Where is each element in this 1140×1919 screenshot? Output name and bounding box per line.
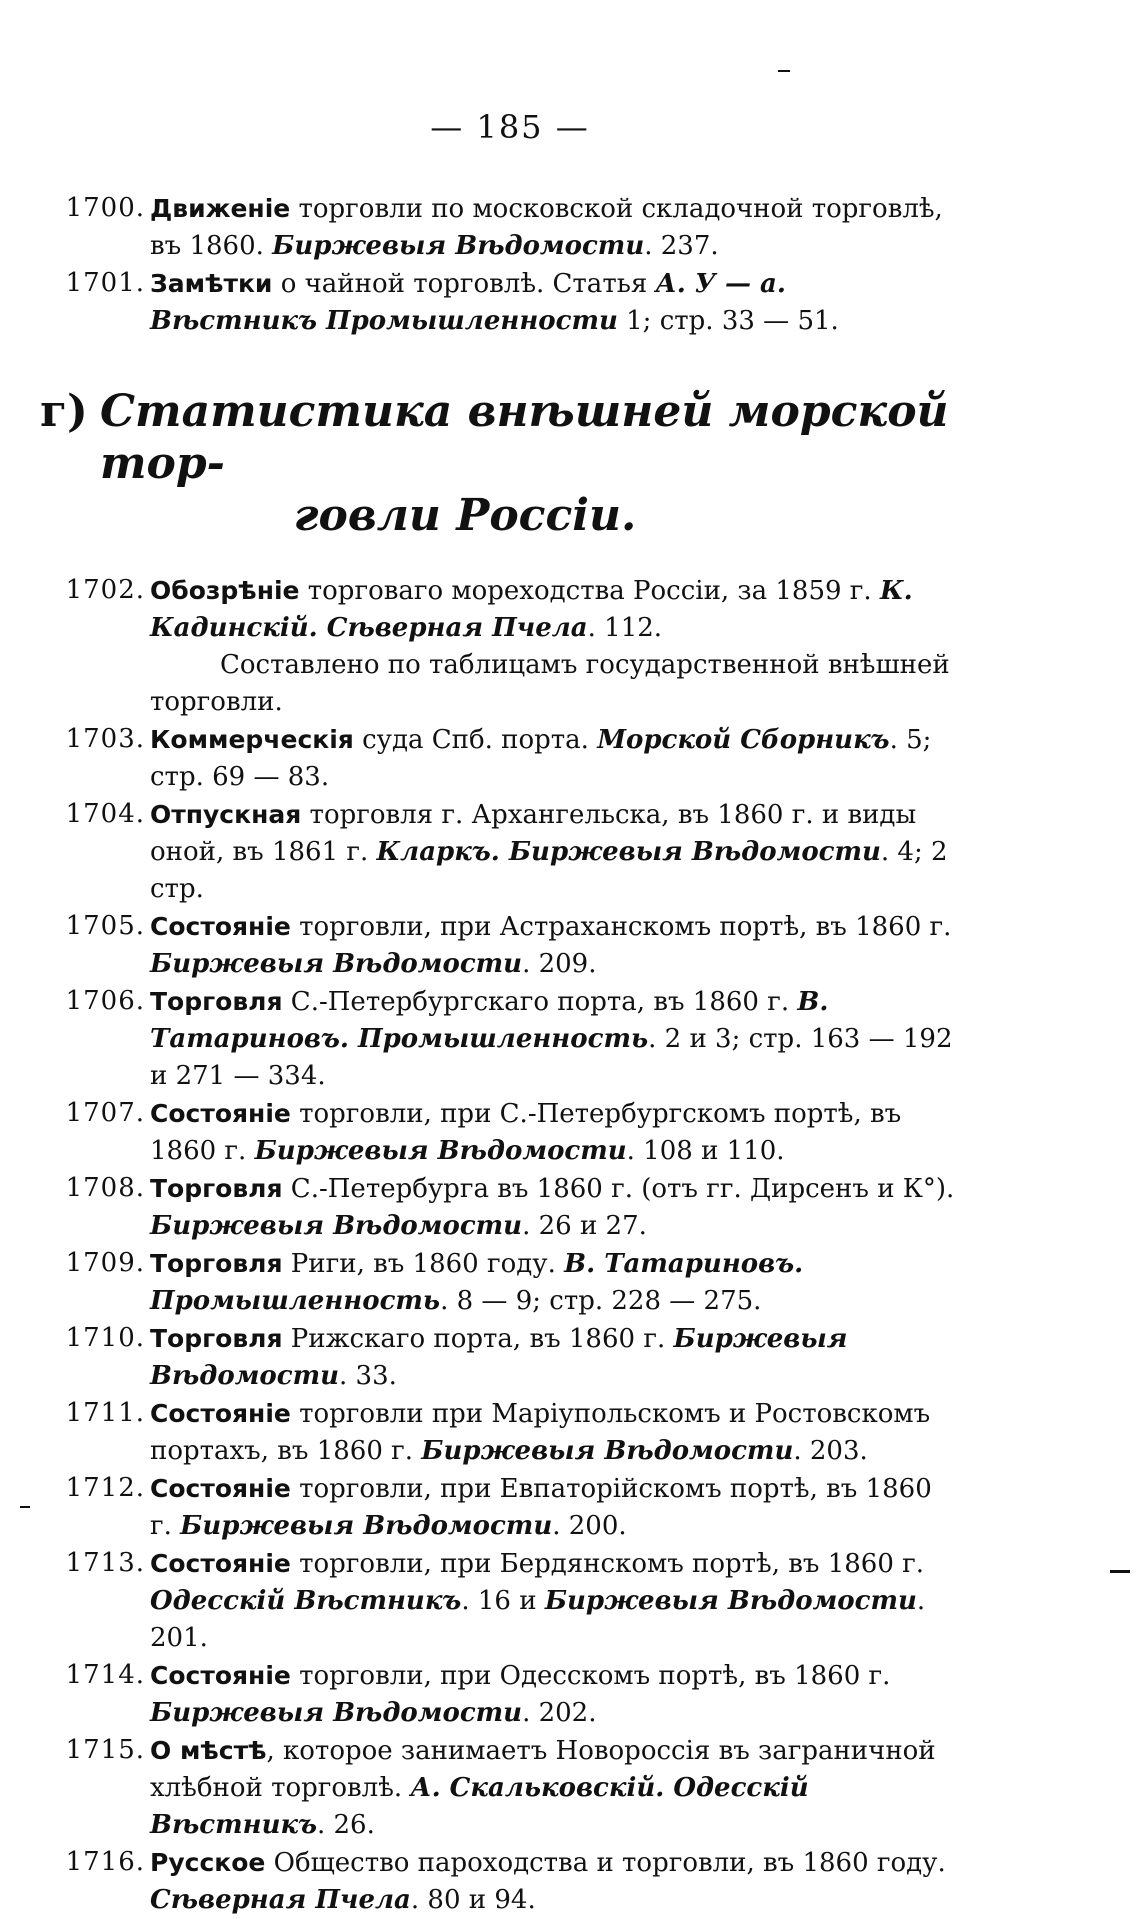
- entry-text: торговли, при Одесскомъ портѣ, въ 1860 г.: [290, 1661, 891, 1691]
- entry-number: 1709 .: [40, 1245, 145, 1282]
- entry-text-end: . 112.: [587, 613, 663, 643]
- mark-right: [1110, 1570, 1130, 1573]
- entry-text: С.-Петербургскаго порта, въ 1860 г.: [282, 987, 798, 1017]
- entry-number: 1714 .: [40, 1657, 145, 1694]
- entry-number: 1716 .: [40, 1844, 145, 1881]
- entry-text-end: . 237.: [644, 231, 719, 261]
- entry-source: Биржевыя Вѣдомости: [150, 949, 523, 979]
- entry-number: 1707 .: [40, 1095, 145, 1132]
- entry-lead: Отпускная: [150, 800, 302, 829]
- entry-1710: [40, 1320, 960, 1395]
- entry-source: Сѣверная Пчела: [150, 1885, 411, 1915]
- entry-number: 1703 .: [40, 721, 145, 758]
- page-number: — 185 —: [430, 108, 590, 146]
- entry-number: 1711 .: [40, 1395, 145, 1432]
- entry-lead: Обозрѣніе: [150, 576, 300, 605]
- entry-1709: [40, 1245, 960, 1320]
- entry-text: торговли, при С.-Петербургскомъ портѣ, въ 1860 г.: [150, 1099, 902, 1166]
- entry-source: А. Скальковскій. Одесскій Вѣстникъ: [150, 1773, 809, 1840]
- entry-text-end: . 108 и 110.: [626, 1136, 785, 1166]
- entry-text-end: . 33.: [339, 1361, 397, 1391]
- entry-text-end: . 201.: [150, 1586, 926, 1653]
- entry-number: 1705 .: [40, 908, 145, 945]
- entry-lead: Состояніе: [150, 1549, 291, 1578]
- entry-lead: О мѣстѣ: [150, 1736, 267, 1765]
- entry-lead: Коммерческія: [150, 725, 354, 754]
- entry-source: Одесскій Вѣстникъ: [150, 1586, 462, 1616]
- entry-text-end: . 2 и 3; стр. 163 — 192 и 271 — 334.: [150, 1024, 953, 1091]
- entry-source: Биржевыя Вѣдомости: [150, 1324, 848, 1391]
- section-heading: [40, 386, 960, 542]
- entry-text-end: . 26 и 27.: [522, 1211, 647, 1241]
- entry-text: Риги, въ 1860 году.: [282, 1249, 565, 1279]
- entry-1712: [40, 1470, 960, 1545]
- section-title-line1: Статистика внѣшней морской тор-: [100, 386, 949, 489]
- entry-text: Общество пароходства и торговли, въ 1860 году.: [265, 1848, 946, 1878]
- entry-1716: [40, 1844, 960, 1919]
- entry-1704: [40, 796, 960, 908]
- entry-number: 1712 .: [40, 1470, 145, 1507]
- entry-text: , которое занимаетъ Новороссія въ заграничной хлѣбной торговлѣ.: [150, 1736, 936, 1803]
- entry-text: С.-Петербурга въ 1860 г. (отъ гг. Дирсенъ и К°).: [282, 1174, 955, 1204]
- entry-text: торговля г. Архангельска, въ 1860 г. и виды оной, въ 1861 г.: [150, 800, 917, 867]
- entry-lead: Замѣтки: [150, 269, 273, 298]
- entry-source: В. Татариновъ. Промышленность: [150, 1249, 804, 1316]
- entry-1711: [40, 1395, 960, 1470]
- entry-source: Биржевыя Вѣдомости: [254, 1136, 627, 1166]
- entry-1706: [40, 983, 960, 1095]
- entry-text-end: . 203.: [793, 1436, 868, 1466]
- entry-source: Биржевыя Вѣдомости: [421, 1436, 794, 1466]
- entry-text-end: . 202.: [522, 1698, 597, 1728]
- entry-lead: Движеніе: [150, 194, 291, 223]
- entry-number: 1701 .: [40, 265, 145, 302]
- section-letter: г): [40, 386, 88, 437]
- entry-source: Морской Сборникъ: [597, 725, 890, 755]
- entry-text-end: . 5; стр. 69 — 83.: [150, 725, 932, 792]
- entry-source: К. Кадинскій. Сѣверная Пчела: [150, 576, 913, 643]
- entry-text: торговли, при Астраханскомъ портѣ, въ 1860 г.: [290, 912, 952, 942]
- entry-1700: [40, 190, 960, 265]
- entry-source: Биржевыя Вѣдомости: [150, 1698, 523, 1728]
- entry-1714: [40, 1657, 960, 1732]
- entry-text: о чайной торговлѣ. Статья: [272, 269, 656, 299]
- entry-number: 1708 .: [40, 1170, 145, 1207]
- entry-source: А. У — а. Вѣстникъ Промышленности: [150, 269, 786, 336]
- entry-text: торговли при Маріупольскомъ и Ростовскомъ портахъ, въ 1860 г.: [150, 1399, 931, 1466]
- entry-text: торговаго мореходства Россіи, за 1859 г.: [299, 576, 880, 606]
- entry-number: 1713 .: [40, 1545, 145, 1582]
- section-title-line2: говли Россіи.: [293, 490, 637, 541]
- entry-text-end: . 4; 2 стр.: [150, 837, 948, 904]
- entry-lead: Состояніе: [150, 1099, 291, 1128]
- entry-text-end: . 80 и 94.: [410, 1885, 536, 1915]
- entry-text-end: . 209.: [522, 949, 597, 979]
- entry-1715: [40, 1732, 960, 1844]
- entry-1713: [40, 1545, 960, 1657]
- entry-lead: Состояніе: [150, 912, 291, 941]
- entry-1701: [40, 265, 960, 340]
- mark-top: [778, 70, 790, 72]
- entry-text: Рижскаго порта, въ 1860 г.: [282, 1324, 674, 1354]
- entry-number: 1706 .: [40, 983, 145, 1020]
- bibliography-content: [40, 190, 960, 1919]
- entry-text: суда Спб. порта.: [353, 725, 598, 755]
- entry-lead: Состояніе: [150, 1474, 291, 1503]
- entry-number: 1710 .: [40, 1320, 145, 1357]
- entry-lead: Торговля: [150, 1249, 283, 1278]
- entry-lead: Состояніе: [150, 1661, 291, 1690]
- entry-source-2: Биржевыя Вѣдомости: [544, 1586, 917, 1616]
- entry-text: торговли по московской складочной торговлѣ, въ 1860.: [150, 194, 943, 261]
- entry-text-end: . 200.: [552, 1511, 627, 1541]
- entry-1708: [40, 1170, 960, 1245]
- entry-source: Биржевыя Вѣдомости: [180, 1511, 553, 1541]
- entry-source: Кларкъ. Биржевыя Вѣдомости: [376, 837, 881, 867]
- entry-1705: [40, 908, 960, 983]
- entry-text-mid: . 16 и: [461, 1586, 545, 1616]
- entry-text-end: . 8 — 9; стр. 228 — 275.: [440, 1286, 762, 1316]
- entry-text-end: . 26.: [316, 1810, 375, 1840]
- entry-number: 1715 .: [40, 1732, 145, 1769]
- entry-lead: Торговля: [150, 1324, 283, 1353]
- entry-1703: [40, 721, 960, 796]
- entry-1702: [40, 572, 960, 721]
- entry-text: торговли, при Бердянскомъ портѣ, въ 1860 г.: [290, 1549, 925, 1579]
- entry-lead: Состояніе: [150, 1399, 291, 1428]
- entry-source: В. Татариновъ. Промышленность: [150, 987, 829, 1054]
- entry-number: 1702 .: [40, 572, 145, 609]
- entry-note: Составлено по таблицамъ государственной внѣшней торговли.: [150, 650, 950, 717]
- entry-number: 1704 .: [40, 796, 145, 833]
- entry-source: Биржевыя Вѣдомости: [272, 231, 645, 261]
- entry-lead: Торговля: [150, 987, 283, 1016]
- entry-number: 1700 .: [40, 190, 145, 227]
- entry-source: Биржевыя Вѣдомости: [150, 1211, 523, 1241]
- entry-lead: Русское: [150, 1848, 266, 1877]
- entry-text-end: 1; стр. 33 — 51.: [617, 306, 839, 336]
- entry-text: торговли, при Евпаторійскомъ портѣ, въ 1860 г.: [150, 1474, 932, 1541]
- entry-lead: Торговля: [150, 1174, 283, 1203]
- mark-left: [20, 1506, 30, 1508]
- entry-1707: [40, 1095, 960, 1170]
